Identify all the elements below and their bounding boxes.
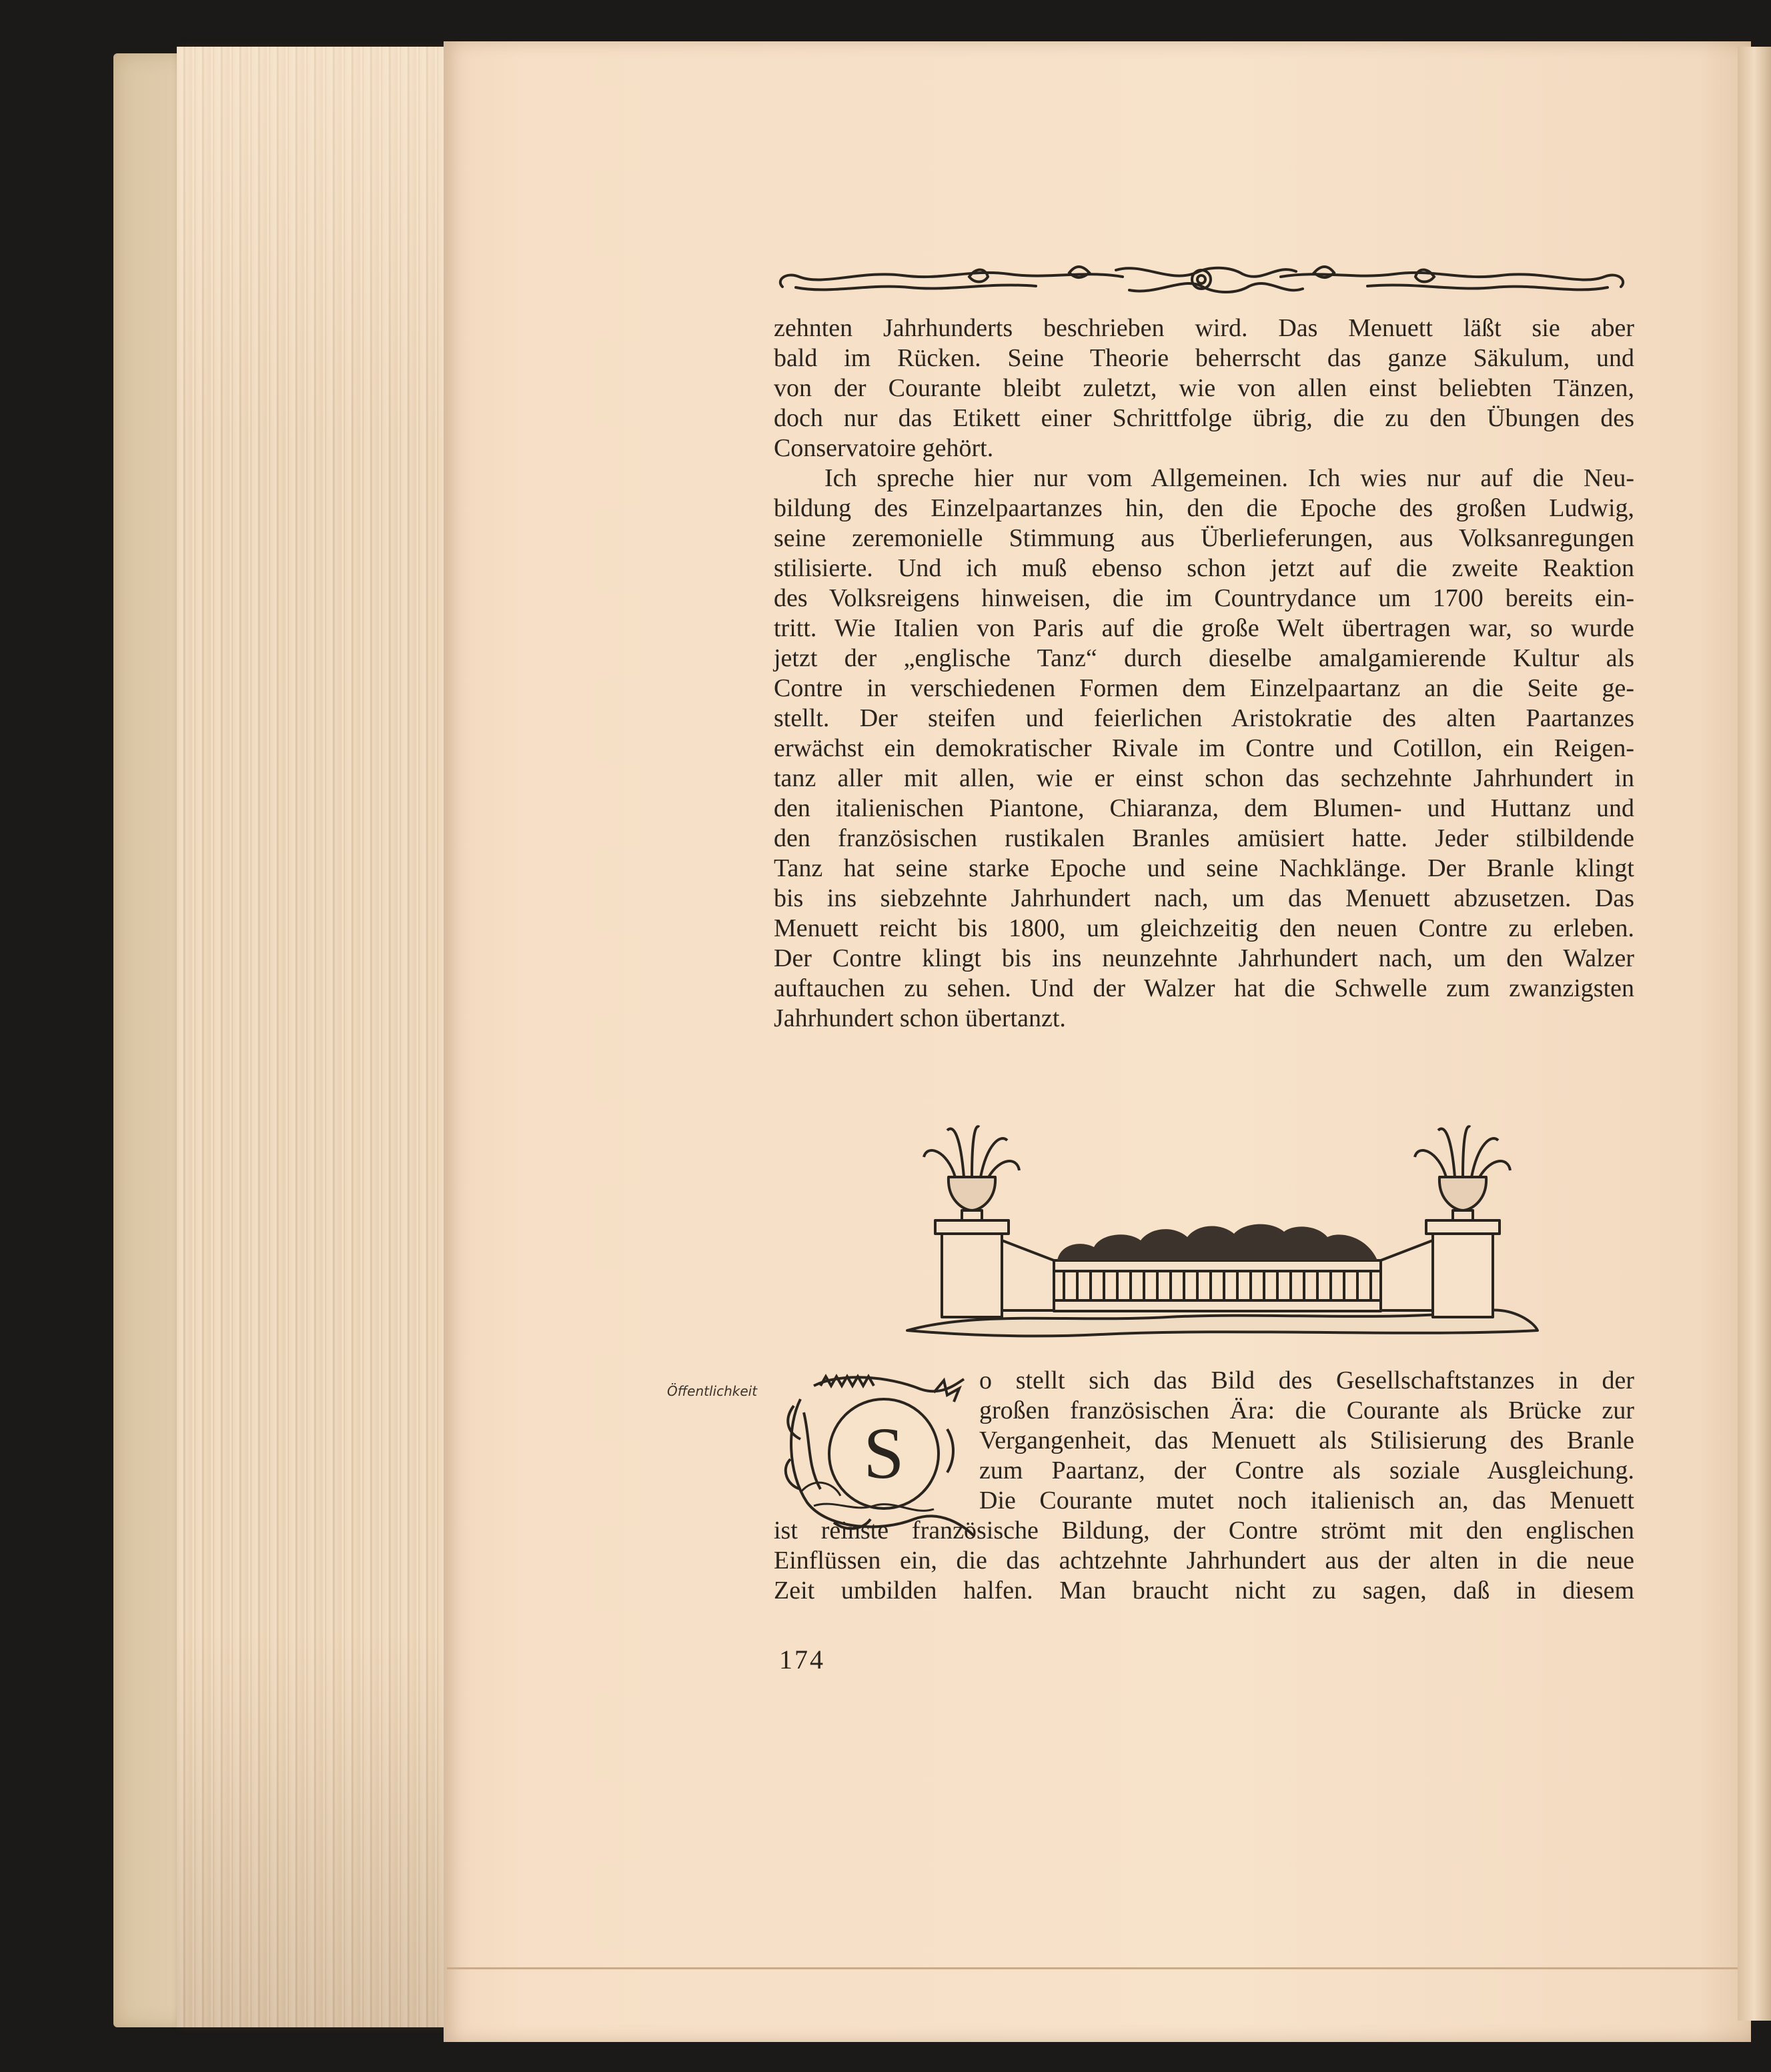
paragraph-1 bbox=[774, 313, 1634, 463]
text-line: zum Paartanz, der Contre als soziale Ausgleichung. bbox=[979, 1456, 1634, 1484]
text-line: von der Courante bleibt zuletzt, wie von allen einst beliebten Tänzen, bbox=[774, 374, 1634, 402]
text-line: tritt. Wie Italien von Paris auf die große Welt übertragen war, so wurde bbox=[774, 614, 1634, 642]
text-line: den italienischen Piantone, Chiaranza, dem Blumen- und Huttanz und bbox=[774, 794, 1634, 822]
text-line: Der Contre klingt bis ins neunzehnte Jahrhundert nach, um den Walzer bbox=[774, 944, 1634, 972]
text-line: tanz aller mit allen, wie er einst schon das sechzehnte Jahrhundert in bbox=[774, 764, 1634, 792]
text-line: bildung des Einzelpaartanzes hin, den die Epoche des großen Ludwig, bbox=[774, 494, 1634, 522]
text-line: Einflüssen ein, die das achtzehnte Jahrhundert aus der alten in die neue bbox=[774, 1546, 1634, 1575]
text-line: Jahrhundert schon übertanzt. bbox=[774, 1004, 1066, 1032]
text-line: bis ins siebzehnte Jahrhundert nach, um das Menuett abzusetzen. Das bbox=[774, 884, 1634, 912]
balustrade-illustration bbox=[901, 1110, 1541, 1344]
initial-ornament bbox=[774, 1366, 977, 1539]
text-line: ist reinste französische Bildung, der Contre strömt mit den englischen bbox=[774, 1516, 1634, 1544]
text-line: Contre in verschiedenen Formen dem Einzelpaartanz an die Seite ge- bbox=[774, 674, 1634, 702]
text-line: zehnten Jahrhunderts beschrieben wird. Das Menuett läßt sie aber bbox=[774, 314, 1634, 342]
text-line: Vergangenheit, das Menuett als Stilisierung des Branle bbox=[979, 1426, 1634, 1454]
text-line: Die Courante mutet noch italienisch an, das Menuett bbox=[979, 1486, 1634, 1514]
text-line: stellt. Der steifen und feierlichen Aristokratie des alten Paartanzes bbox=[774, 704, 1634, 732]
text-line: auftauchen zu sehen. Und der Walzer hat die Schwelle zum zwanzigsten bbox=[774, 974, 1634, 1002]
page-bottom-edge bbox=[447, 1967, 1738, 1969]
ornamental-headpiece bbox=[769, 257, 1634, 303]
decorated-initial bbox=[774, 1366, 977, 1539]
margin-note: Öffentlichkeit bbox=[667, 1383, 758, 1399]
text-line: Tanz hat seine starke Epoche und seine Nachklänge. Der Branle klingt bbox=[774, 854, 1634, 882]
text-line: bald im Rücken. Seine Theorie beherrscht das ganze Säkulum, und bbox=[774, 344, 1634, 372]
page-number: 174 bbox=[779, 1645, 825, 1675]
text-line: Menuett reicht bis 1800, um gleichzeitig den neuen Contre zu erleben. bbox=[774, 914, 1634, 942]
text-line: großen französischen Ära: die Courante als Brücke zur bbox=[979, 1396, 1634, 1424]
text-line: des Volksreigens hinweisen, die im Countrydance um 1700 bereits ein- bbox=[774, 584, 1634, 612]
text-line: stilisierte. Und ich muß ebenso schon jetzt auf die zweite Reaktion bbox=[774, 554, 1634, 582]
text-line: Ich spreche hier nur vom Allgemeinen. Ich wies nur auf die Neu- bbox=[824, 464, 1634, 492]
text-line: Conservatoire gehört. bbox=[774, 434, 994, 462]
body-text-initial-lines bbox=[979, 1366, 1634, 1516]
text-line: seine zeremonielle Stimmung aus Überlieferungen, aus Volksanregungen bbox=[774, 524, 1634, 552]
initial-letter: S bbox=[863, 1412, 905, 1494]
text-line: den französischen rustikalen Branles amüsiert hatte. Jeder stilbildende bbox=[774, 824, 1634, 852]
text-line: Zeit umbilden halfen. Man braucht nicht zu sagen, daß in diesem bbox=[774, 1577, 1634, 1605]
right-page-edge bbox=[1738, 47, 1771, 2021]
text-line: erwächst ein demokratischer Rivale im Contre und Cotillon, ein Reigen- bbox=[774, 734, 1634, 762]
page-edges-stack bbox=[177, 47, 457, 2027]
text-line: doch nur das Etikett einer Schrittfolge übrig, die zu den Übungen des bbox=[774, 404, 1634, 432]
text-line: jetzt der „englische Tanz“ durch dieselbe amalgamierende Kultur als bbox=[774, 644, 1634, 672]
paragraph-2 bbox=[774, 463, 1634, 1034]
body-text-lower bbox=[774, 1516, 1634, 1606]
text-line: o stellt sich das Bild des Gesellschaftstanzes in der bbox=[979, 1366, 1634, 1394]
body-text-upper bbox=[774, 313, 1634, 1034]
